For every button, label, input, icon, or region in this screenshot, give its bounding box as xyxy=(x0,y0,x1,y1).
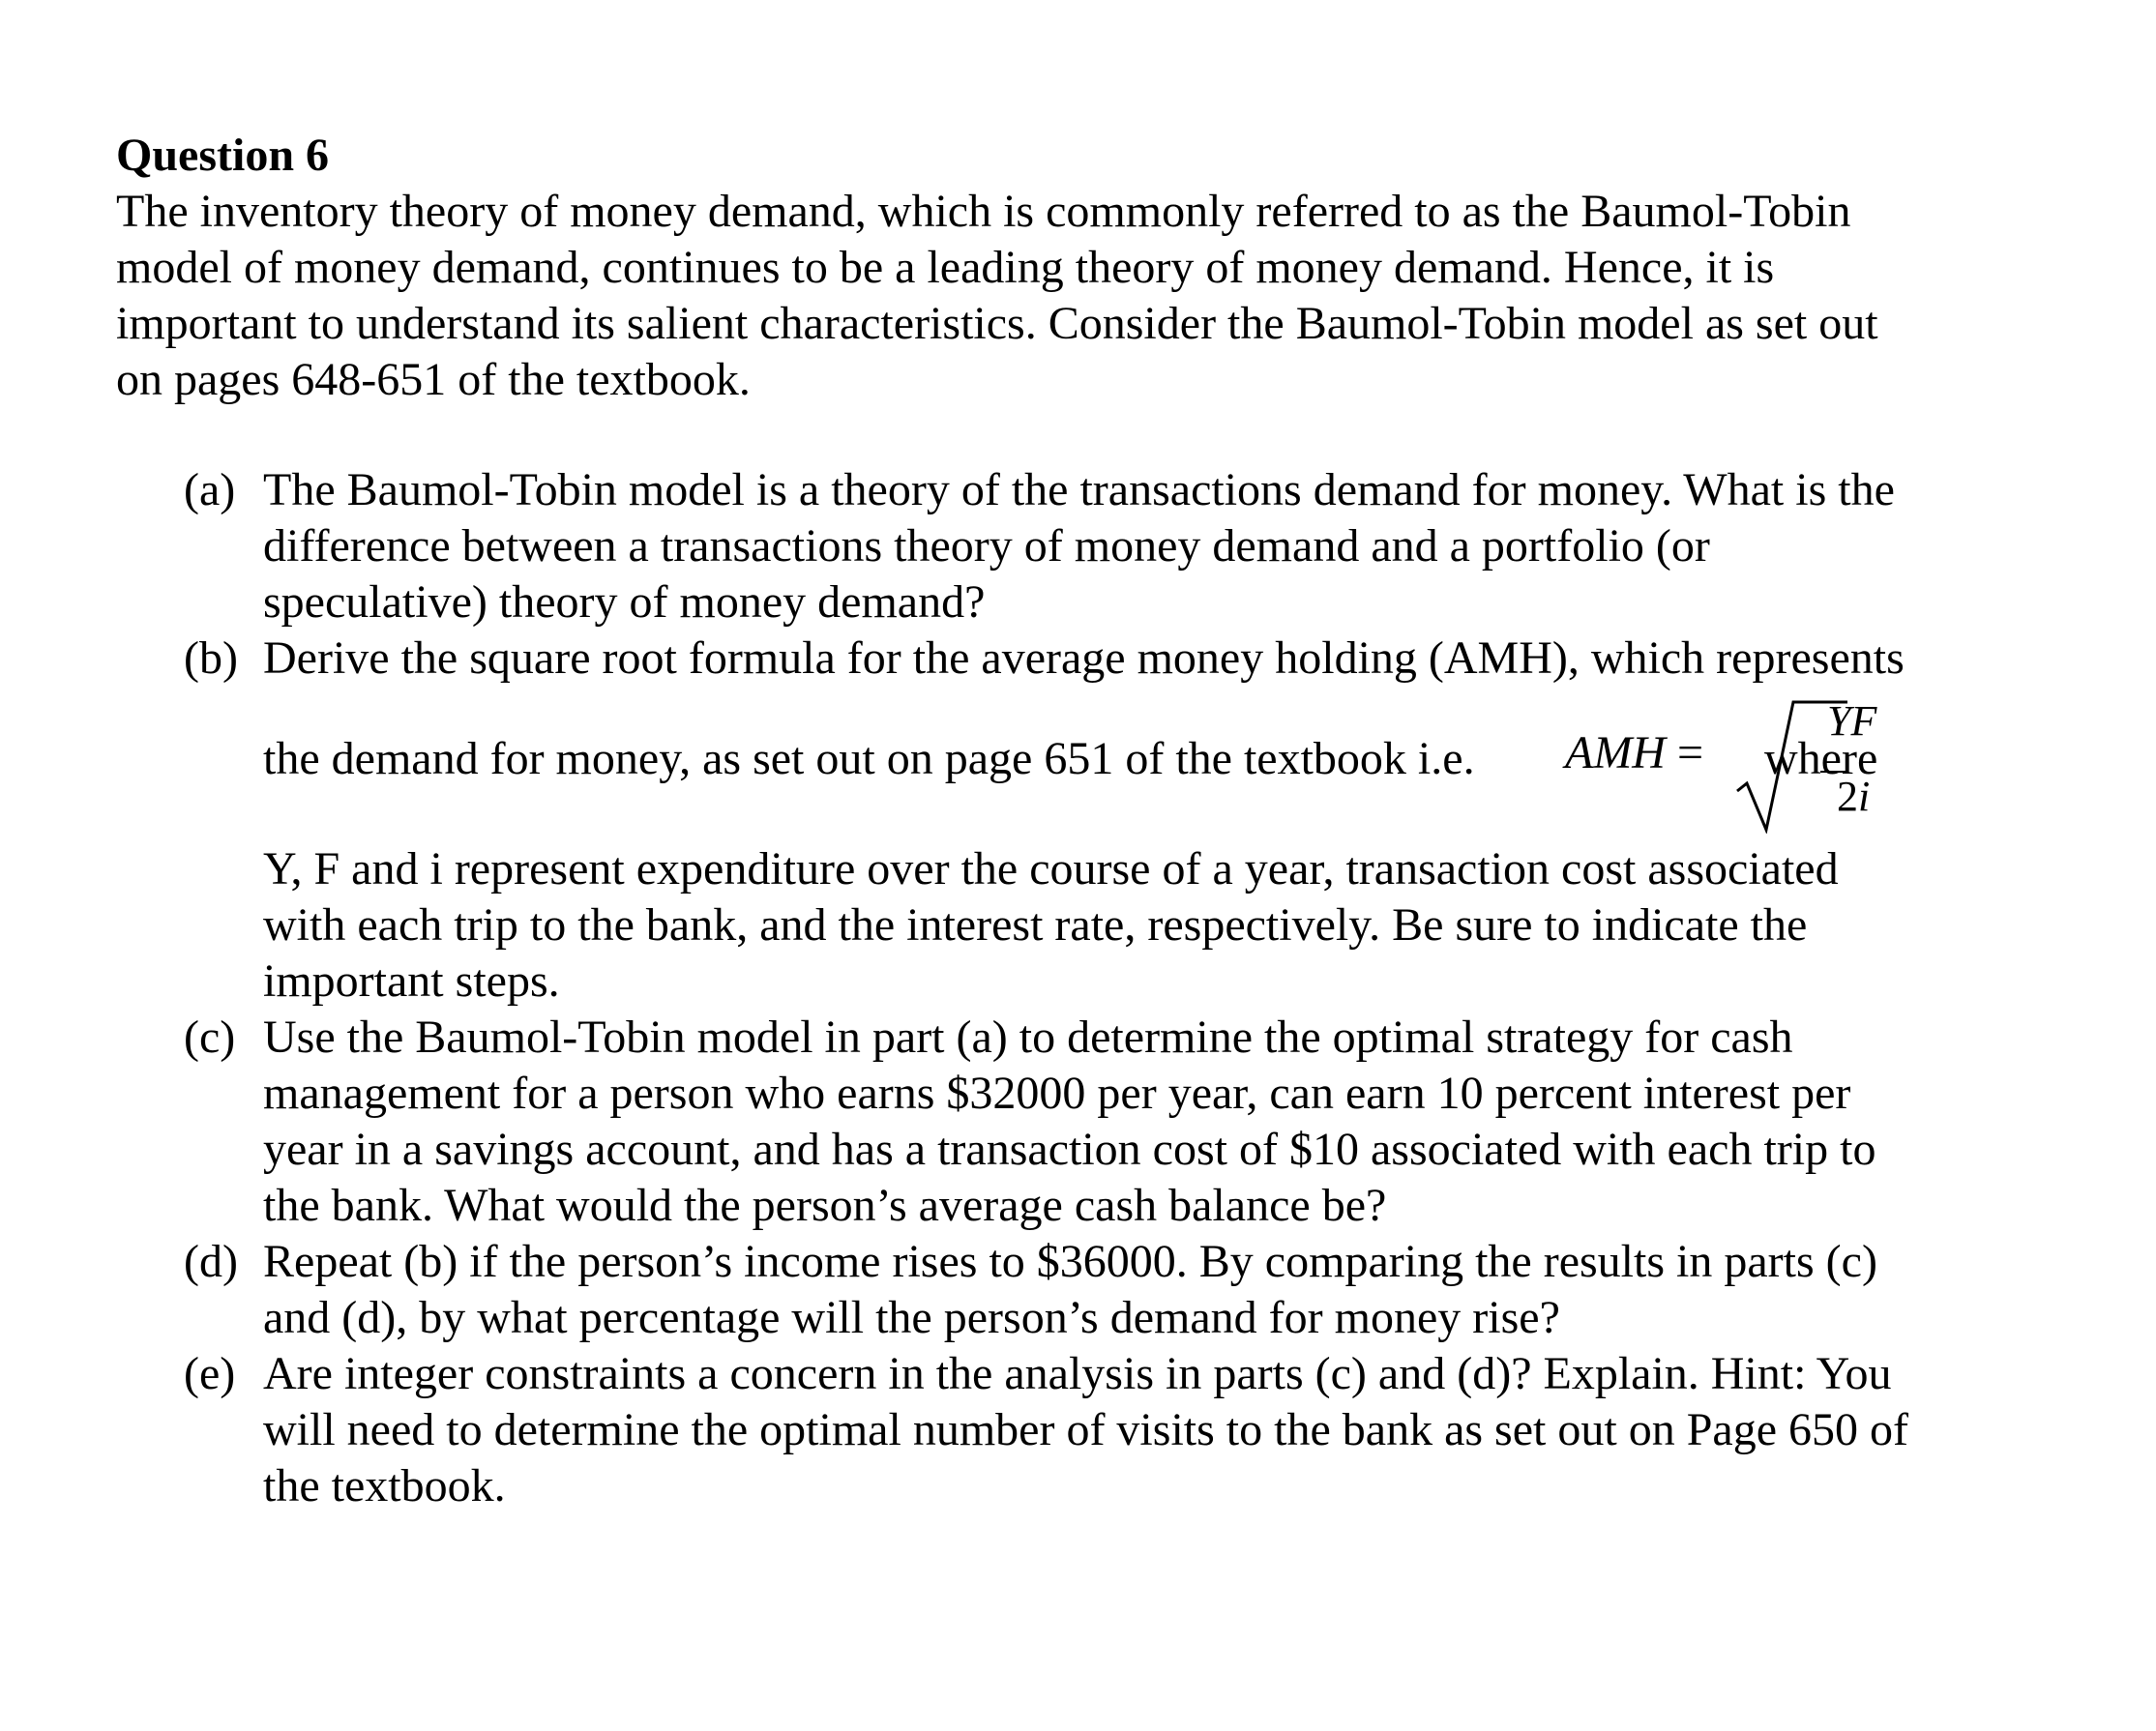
part-d-line: and (d), by what percentage will the person’s demand for money rise? xyxy=(263,1292,1560,1343)
question-block xyxy=(116,128,2012,408)
part-c-label: (c) xyxy=(184,1012,236,1063)
part-d-line: Repeat (b) if the person’s income rises to $36000. By comparing the results in parts (c) xyxy=(263,1236,1877,1287)
part-b-line: Derive the square root formula for the average money holding (AMH), which represents xyxy=(263,632,1905,684)
formula-equals: = xyxy=(1676,727,1704,778)
part-e-line: the textbook. xyxy=(263,1460,506,1511)
part-e-line: Are integer constraints a concern in the analysis in parts (c) and (d)? Explain. Hint: You xyxy=(263,1348,1892,1399)
part-c-line: year in a savings account, and has a transaction cost of $10 associated with each trip to xyxy=(263,1124,1876,1175)
intro-line: on pages 648-651 of the textbook. xyxy=(116,354,751,405)
formula-lhs-var: AMH xyxy=(1565,727,1666,778)
part-b xyxy=(184,631,2002,1010)
formula-numerator: YF xyxy=(1827,697,1877,745)
intro-line: important to understand its salient characteristics. Consider the Baumol-Tobin model as set out xyxy=(116,298,1878,349)
part-c xyxy=(184,1010,2002,1234)
formula-suffix: where xyxy=(1764,733,1878,784)
question-title: Question 6 xyxy=(116,130,330,181)
formula-prefix: the demand for money, as set out on page 651 of the textbook i.e. xyxy=(263,733,1475,784)
part-a-label: (a) xyxy=(184,464,236,515)
intro-line: The inventory theory of money demand, which is commonly referred to as the Baumol-Tobin xyxy=(116,186,1851,237)
formula-lhs xyxy=(1565,725,1703,781)
part-b-label: (b) xyxy=(184,632,238,684)
part-c-line: the bank. What would the person’s average cash balance be? xyxy=(263,1180,1387,1231)
part-a-line: The Baumol-Tobin model is a theory of the transactions demand for money. What is the xyxy=(263,464,1895,515)
formula-den-var: i xyxy=(1858,773,1871,820)
part-e-label: (e) xyxy=(184,1348,236,1399)
formula-den-digit: 2 xyxy=(1837,773,1858,820)
intro-line: model of money demand, continues to be a leading theory of money demand. Hence, it is xyxy=(116,242,1775,293)
part-d-label: (d) xyxy=(184,1236,238,1287)
part-a-line: difference between a transactions theory of money demand and a portfolio (or xyxy=(263,520,1710,572)
part-c-line: Use the Baumol-Tobin model in part (a) to determine the optimal strategy for cash xyxy=(263,1012,1793,1063)
part-a xyxy=(184,462,2002,631)
question-intro xyxy=(116,184,2012,408)
part-b-line: important steps. xyxy=(263,955,560,1007)
part-b-line: Y, F and i represent expenditure over the course of a year, transaction cost associated xyxy=(263,843,1839,895)
part-e-line: will need to determine the optimal number of visits to the bank as set out on Page 650 of xyxy=(263,1404,1908,1455)
parts-list xyxy=(184,462,2002,1514)
formula-line xyxy=(263,687,2002,841)
part-a-line: speculative) theory of money demand? xyxy=(263,576,986,628)
part-b-line: with each trip to the bank, and the interest rate, respectively. Be sure to indicate the xyxy=(263,899,1808,951)
part-c-line: management for a person who earns $32000 per year, can earn 10 percent interest per xyxy=(263,1068,1851,1119)
part-d xyxy=(184,1234,2002,1346)
part-e xyxy=(184,1346,2002,1514)
